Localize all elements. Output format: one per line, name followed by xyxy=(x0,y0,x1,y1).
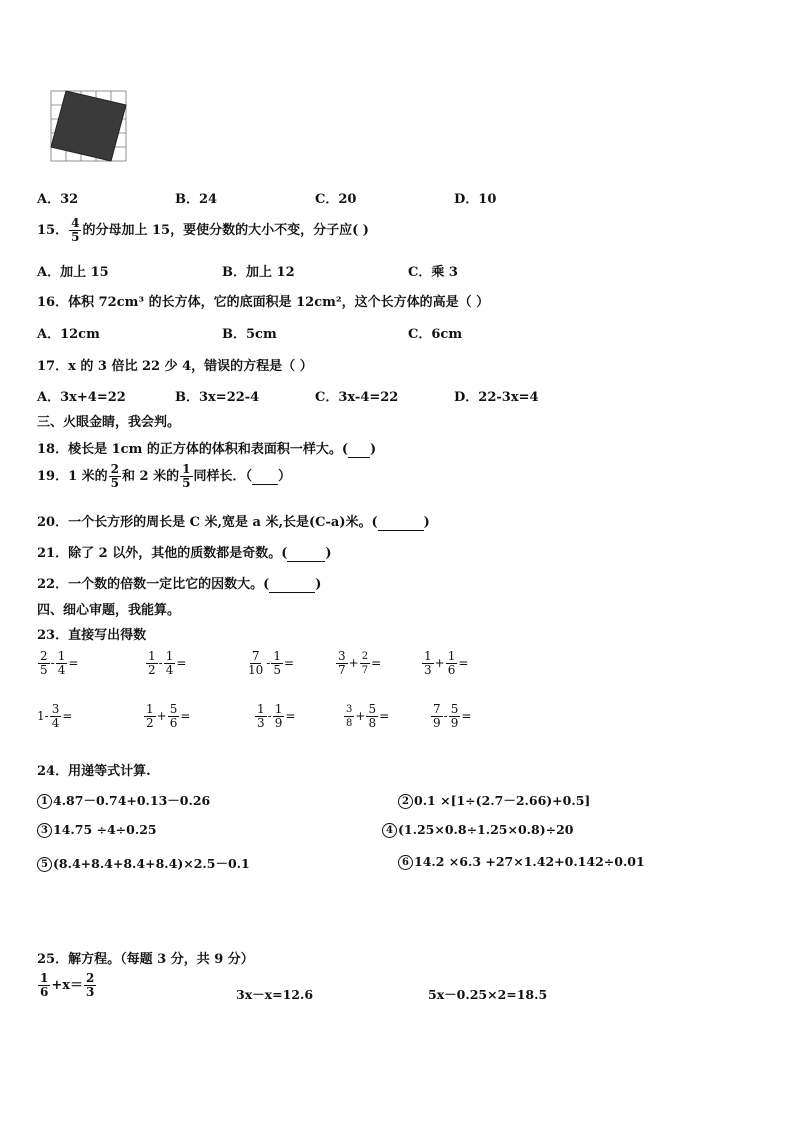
circled-number-2: 2 xyxy=(398,794,413,809)
q25-equation-2: 3x－x=12.6 xyxy=(236,987,314,1002)
q23-expr-1: $\frac{2}{5}$ - $\frac{1}{4}$ = xyxy=(40,649,79,677)
grid-square-figure xyxy=(50,90,128,168)
q15-stem: 15． $\frac{4}{5}$ 的分母加上 15，要使分数的大小不变，分子应( ) xyxy=(37,216,369,244)
q23-expr-4: $\frac{3}{7}$ + $\frac{2}{7}$ = xyxy=(338,649,382,677)
q16-option-a: A．12cm xyxy=(37,327,100,342)
q23-expr-6: 1- $\frac{3}{4}$ = xyxy=(37,702,73,730)
circled-number-6: 6 xyxy=(398,855,413,870)
q23-expr-8: $\frac{1}{3}$ - $\frac{1}{9}$ = xyxy=(257,702,296,730)
q25-equation-1: $\frac{1}{6}$ +x＝ $\frac{2}{3}$ xyxy=(40,971,95,999)
circled-number-4: 4 xyxy=(382,823,397,838)
q16-option-c: C．6cm xyxy=(408,327,463,342)
circled-number-1: 1 xyxy=(37,794,52,809)
q23-expr-2: $\frac{1}{2}$ - $\frac{1}{4}$ = xyxy=(148,649,187,677)
q14-option-a: A．32 xyxy=(37,192,79,207)
q15-option-a: A．加上 15 xyxy=(37,265,109,280)
q22-stem: 22．一个数的倍数一定比它的因数大。( ) xyxy=(37,577,322,592)
q17-option-b: B．3x=22-4 xyxy=(175,390,260,405)
section-3-heading: 三、火眼金睛，我会判。 xyxy=(37,415,181,430)
q17-stem: 17．x 的 3 倍比 22 少 4，错误的方程是（ ） xyxy=(37,359,313,374)
circled-number-5: 5 xyxy=(37,857,52,872)
q18-stem: 18．棱长是 1cm 的正方体的体积和表面积一样大。( ) xyxy=(37,442,377,457)
tilted-square-diagram xyxy=(50,90,128,164)
section-4-heading: 四、细心审题，我能算。 xyxy=(37,603,181,618)
q15-fraction: $\frac{4}{5}$ xyxy=(71,216,80,244)
q19-fraction-1: $\frac{2}{5}$ xyxy=(110,462,120,490)
q18-answer-blank[interactable] xyxy=(348,442,370,458)
q23-title: 23．直接写出得数 xyxy=(37,628,147,643)
q14-option-b: B．24 xyxy=(175,192,218,207)
q23-expr-10: $\frac{7}{9}$ - $\frac{5}{9}$ = xyxy=(433,702,472,730)
q17-option-d: D．22-3x=4 xyxy=(454,390,539,405)
q16-option-b: B．5cm xyxy=(222,327,277,342)
q15-option-c: C．乘 3 xyxy=(408,265,458,280)
q21-answer-blank[interactable] xyxy=(287,546,325,562)
q24-item-5: 5 (8.4+8.4+8.4+8.4)×2.5－0.1 xyxy=(37,854,250,872)
q24-item-4: 4 (1.25×0.8÷1.25×0.8)÷20 xyxy=(382,822,574,838)
q24-item-1: 1 4.87－0.74+0.13－0.26 xyxy=(37,791,210,809)
q14-option-d: D．10 xyxy=(454,192,497,207)
q24-title: 24．用递等式计算. xyxy=(37,764,151,779)
q19-answer-blank[interactable] xyxy=(252,469,278,485)
q23-expr-3: $\frac{7}{10}$ - $\frac{1}{5}$ = xyxy=(248,649,295,677)
q17-option-a: A．3x+4=22 xyxy=(37,390,126,405)
q15-option-b: B．加上 12 xyxy=(222,265,295,280)
q24-item-3: 3 14.75 ÷4÷0.25 xyxy=(37,822,157,838)
q23-expr-5: $\frac{1}{3}$ + $\frac{1}{6}$ = xyxy=(424,649,469,677)
q25-title: 25．解方程。（每题 3 分，共 9 分） xyxy=(37,952,254,967)
q24-item-6: 6 14.2 ×6.3 +27×1.42+0.142÷0.01 xyxy=(398,854,645,870)
q19-stem: 19．1 米的 $\frac{2}{5}$ 和 2 米的 $\frac{1}{5}$ 同样长．（ ） xyxy=(37,462,292,490)
q19-fraction-2: $\frac{1}{5}$ xyxy=(182,462,191,490)
q14-option-c: C．20 xyxy=(315,192,357,207)
q17-option-c: C．3x-4=22 xyxy=(315,390,399,405)
q24-item-2: 2 0.1 ×[1÷(2.7－2.66)+0.5] xyxy=(398,791,590,809)
q22-answer-blank[interactable] xyxy=(269,577,315,593)
q16-stem: 16．体积 72cm³ 的长方体，它的底面积是 12cm²，这个长方体的高是（ ） xyxy=(37,295,490,310)
q20-answer-blank[interactable] xyxy=(378,515,424,531)
circled-number-3: 3 xyxy=(37,823,52,838)
q23-expr-7: $\frac{1}{2}$ + $\frac{5}{6}$ = xyxy=(146,702,191,730)
q21-stem: 21．除了 2 以外，其他的质数都是奇数。( ) xyxy=(37,546,332,561)
q25-equation-3: 5x－0.25×2=18.5 xyxy=(428,987,548,1002)
q20-stem: 20．一个长方形的周长是 C 米,宽是 a 米,长是(C-a)米。( ) xyxy=(37,515,430,530)
q23-expr-9: $\frac{3}{8}$ + $\frac{5}{8}$ = xyxy=(346,702,390,730)
